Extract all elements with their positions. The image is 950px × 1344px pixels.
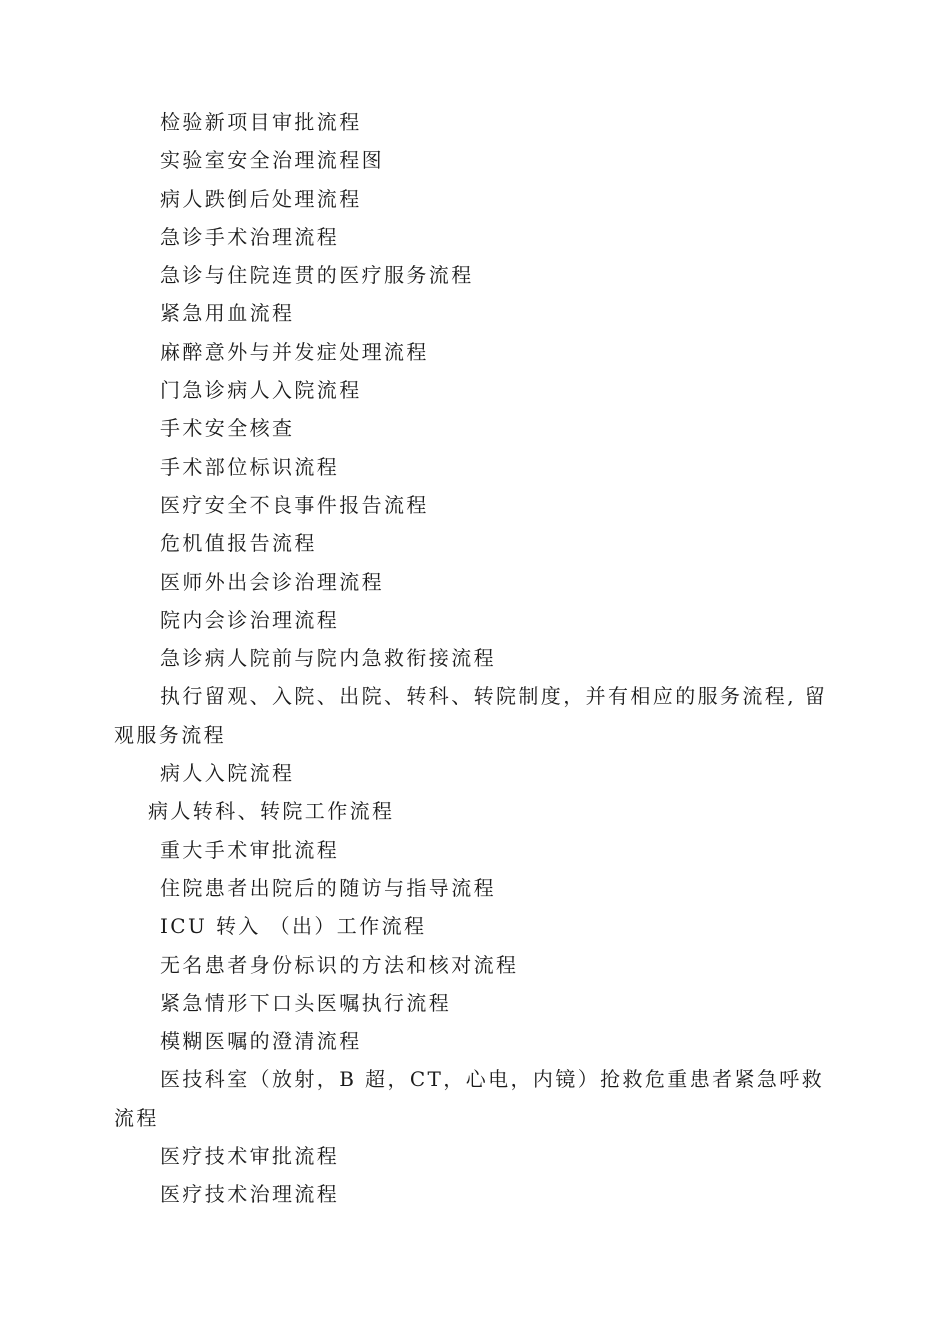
list-item: 检验新项目审批流程 xyxy=(160,110,362,134)
list-item: 病人跌倒后处理流程 xyxy=(160,186,362,211)
process-list xyxy=(114,103,840,1214)
list-item: 急诊手术治理流程 xyxy=(160,224,340,249)
list-item: 紧急情形下口头医嘱执行流程 xyxy=(160,990,452,1015)
list-item: 门急诊病人入院流程 xyxy=(160,378,362,403)
list-item: 麻醉意外与并发症处理流程 xyxy=(160,339,429,364)
list-item: 急诊与住院连贯的医疗服务流程 xyxy=(160,263,474,288)
list-item: 模糊医嘱的澄清流程 xyxy=(160,1029,362,1054)
list-item: 住院患者出院后的随访与指导流程 xyxy=(160,875,496,900)
list-item: 重大手术审批流程 xyxy=(160,837,340,862)
list-item: 执行留观、入院、出院、转科、转院制度，并有相应的服务流程, 留观服务流程 xyxy=(114,684,828,747)
list-item: 医技科室（放射，B 超，CT，心电，内镜）抢救危重患者紧急呼救流程 xyxy=(114,1067,825,1130)
list-item: 医疗技术审批流程 xyxy=(160,1144,340,1169)
list-item: 无名患者身份标识的方法和核对流程 xyxy=(160,952,519,977)
list-item: 手术安全核查 xyxy=(160,416,295,441)
list-item: 手术部位标识流程 xyxy=(160,454,340,479)
list-item: 医疗安全不良事件报告流程 xyxy=(160,492,429,517)
list-item: 病人入院流程 xyxy=(160,761,295,786)
list-item: 紧急用血流程 xyxy=(160,301,295,326)
list-item: 病人转科、转院工作流程 xyxy=(148,799,395,824)
list-item: ICU 转入 （出）工作流程 xyxy=(160,914,427,939)
list-item: 危机值报告流程 xyxy=(160,531,317,556)
list-item: 医疗技术治理流程 xyxy=(160,1182,340,1207)
list-item: 急诊病人院前与院内急救衔接流程 xyxy=(160,646,496,671)
list-item: 实验室安全治理流程图 xyxy=(160,148,384,173)
list-item: 院内会诊治理流程 xyxy=(160,607,340,632)
list-item: 医师外出会诊治理流程 xyxy=(160,569,384,594)
